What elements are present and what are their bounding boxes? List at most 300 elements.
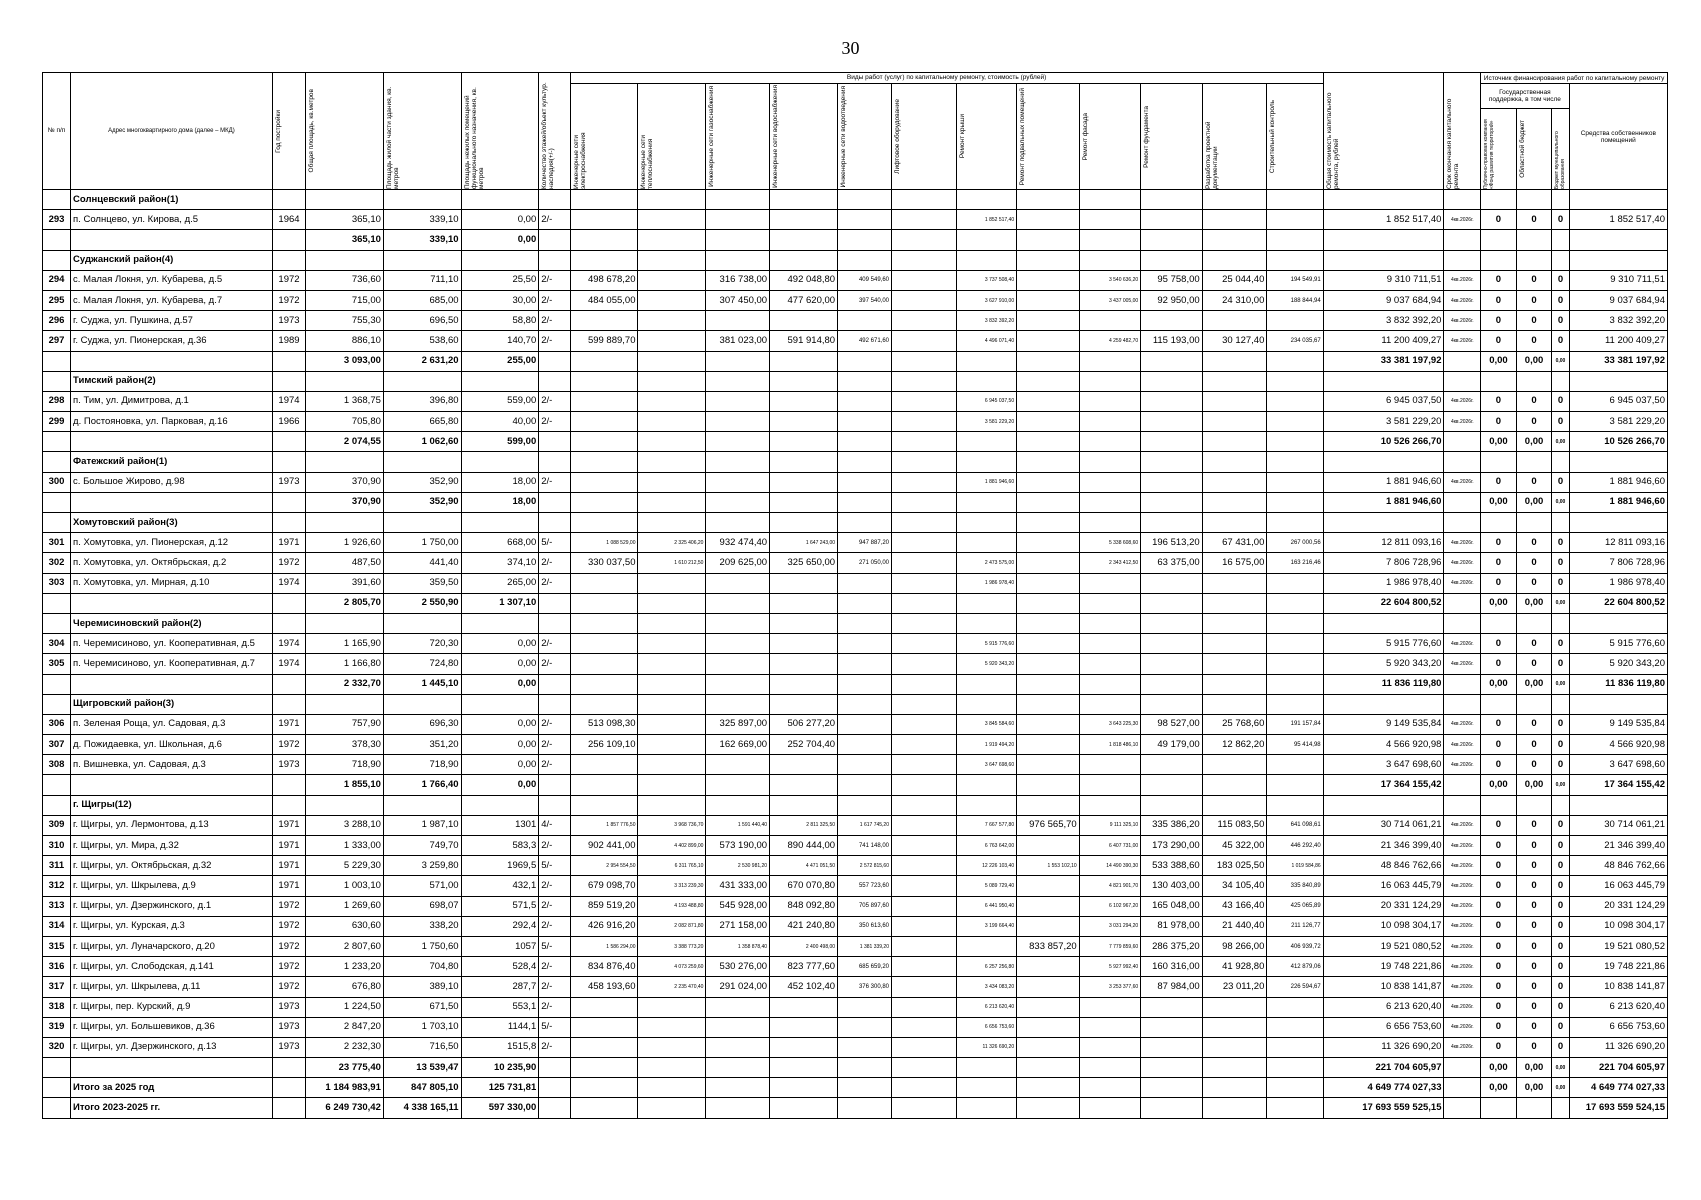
empty-cell xyxy=(1569,694,1667,714)
source-municipal: 0 xyxy=(1552,836,1569,856)
source-municipal: 0,00 xyxy=(1552,674,1569,694)
work-sewer xyxy=(838,735,892,755)
source-fund: 0,00 xyxy=(1481,432,1517,452)
table-row xyxy=(43,714,1668,734)
source-municipal: 0 xyxy=(1552,957,1569,977)
empty-cell xyxy=(1202,513,1267,533)
source-municipal: 0 xyxy=(1552,573,1569,593)
empty-cell xyxy=(306,371,384,391)
floors: 5/- xyxy=(539,936,570,956)
work-electric: 330 037,50 xyxy=(570,553,638,573)
empty-cell xyxy=(838,250,892,270)
deadline: 4кв.2026г. xyxy=(1444,936,1481,956)
work-control: 412 879,06 xyxy=(1267,957,1323,977)
source-owners: 1 881 946,60 xyxy=(1569,492,1667,512)
work-facade xyxy=(1079,391,1140,411)
work-gas xyxy=(706,1098,770,1118)
total-cost: 11 836 119,80 xyxy=(1323,674,1444,694)
empty-cell xyxy=(383,694,461,714)
nonliving-area: 559,00 xyxy=(461,391,539,411)
work-sewer xyxy=(838,492,892,512)
empty-cell xyxy=(1516,250,1552,270)
work-design: 25 044,40 xyxy=(1202,270,1267,290)
empty-cell xyxy=(1141,795,1202,815)
work-foundation xyxy=(1141,210,1202,230)
source-owners: 17 693 559 524,15 xyxy=(1569,1098,1667,1118)
total-area: 676,80 xyxy=(306,977,384,997)
nonliving-area: 10 235,90 xyxy=(461,1058,539,1078)
subtotal-row xyxy=(43,351,1668,371)
total-cost: 17 693 559 525,15 xyxy=(1323,1098,1444,1118)
work-facade xyxy=(1079,230,1140,250)
work-heat xyxy=(638,1017,706,1037)
empty-cell xyxy=(1267,250,1323,270)
total-area: 1 166,80 xyxy=(306,654,384,674)
work-basement xyxy=(1017,714,1080,734)
work-sewer xyxy=(838,432,892,452)
year xyxy=(272,593,305,613)
work-sewer xyxy=(838,1058,892,1078)
empty-cell xyxy=(1017,250,1080,270)
source-regional: 0 xyxy=(1516,391,1552,411)
empty-cell xyxy=(1017,795,1080,815)
work-foundation: 87 984,00 xyxy=(1141,977,1202,997)
work-sewer xyxy=(838,230,892,250)
living-area: 389,10 xyxy=(383,977,461,997)
work-electric xyxy=(570,412,638,432)
work-gas xyxy=(706,1037,770,1057)
work-roof: 6 763 642,00 xyxy=(956,836,1016,856)
work-lift xyxy=(892,573,957,593)
subtotal-row xyxy=(43,775,1668,795)
source-owners: 6 656 753,60 xyxy=(1569,1017,1667,1037)
total-area: 3 093,00 xyxy=(306,351,384,371)
work-roof: 11 326 690,20 xyxy=(956,1037,1016,1057)
work-water xyxy=(770,674,838,694)
empty-cell xyxy=(539,795,570,815)
total-cost: 48 846 762,66 xyxy=(1323,856,1444,876)
address: г. Щигры, ул. Курская, д.3 xyxy=(71,916,273,936)
total-area: 718,90 xyxy=(306,755,384,775)
work-heat xyxy=(638,412,706,432)
work-sewer: 741 148,00 xyxy=(838,836,892,856)
work-roof: 6 441 950,40 xyxy=(956,896,1016,916)
work-design xyxy=(1202,472,1267,492)
work-roof: 5 915 776,60 xyxy=(956,634,1016,654)
row-number xyxy=(43,1058,71,1078)
source-regional: 0 xyxy=(1516,876,1552,896)
source-owners: 1 881 946,60 xyxy=(1569,472,1667,492)
work-basement xyxy=(1017,876,1080,896)
work-water: 477 620,00 xyxy=(770,290,838,310)
empty-cell xyxy=(1079,613,1140,633)
source-owners: 16 063 445,79 xyxy=(1569,876,1667,896)
work-control: 188 844,94 xyxy=(1267,290,1323,310)
work-gas: 431 333,00 xyxy=(706,876,770,896)
work-sewer xyxy=(838,412,892,432)
address: п. Вишневка, ул. Садовая, д.3 xyxy=(71,755,273,775)
nonliving-area: 58,80 xyxy=(461,311,539,331)
address: г. Щигры, ул. Шкрылева, д.11 xyxy=(71,977,273,997)
nonliving-area: 255,00 xyxy=(461,351,539,371)
district-row xyxy=(43,513,1668,533)
deadline xyxy=(1444,492,1481,512)
floors xyxy=(539,775,570,795)
col-no: № п/п xyxy=(43,73,71,190)
source-owners: 20 331 124,29 xyxy=(1569,896,1667,916)
work-foundation: 286 375,20 xyxy=(1141,936,1202,956)
work-electric xyxy=(570,634,638,654)
work-facade: 5 927 992,40 xyxy=(1079,957,1140,977)
total-cost: 10 838 141,87 xyxy=(1323,977,1444,997)
work-lift xyxy=(892,1078,957,1098)
work-facade xyxy=(1079,210,1140,230)
empty-cell xyxy=(1444,613,1481,633)
total-label: Итого 2023-2025 гг. xyxy=(71,1098,273,1118)
work-foundation: 173 290,00 xyxy=(1141,836,1202,856)
work-heat xyxy=(638,391,706,411)
work-design xyxy=(1202,593,1267,613)
address xyxy=(71,1058,273,1078)
work-roof: 5 089 729,40 xyxy=(956,876,1016,896)
total-area: 886,10 xyxy=(306,331,384,351)
floors: 5/- xyxy=(539,856,570,876)
source-owners: 9 037 684,94 xyxy=(1569,290,1667,310)
row-number xyxy=(43,230,71,250)
address: г. Щигры, пер. Курский, д.9 xyxy=(71,997,273,1017)
source-fund: 0 xyxy=(1481,533,1517,553)
work-facade: 6 102 967,20 xyxy=(1079,896,1140,916)
empty-cell xyxy=(1552,250,1569,270)
work-sewer xyxy=(838,311,892,331)
district-name: г. Щигры(12) xyxy=(71,795,273,815)
work-gas xyxy=(706,432,770,452)
nonliving-area: 1144,1 xyxy=(461,1017,539,1037)
work-foundation xyxy=(1141,230,1202,250)
empty-cell xyxy=(272,452,305,472)
work-foundation: 160 316,00 xyxy=(1141,957,1202,977)
total-area: 1 368,75 xyxy=(306,391,384,411)
work-water xyxy=(770,230,838,250)
table-row xyxy=(43,290,1668,310)
year: 1972 xyxy=(272,957,305,977)
work-roof: 3 627 910,00 xyxy=(956,290,1016,310)
empty-cell xyxy=(272,371,305,391)
source-owners: 10 098 304,17 xyxy=(1569,916,1667,936)
district-row xyxy=(43,795,1668,815)
empty-cell xyxy=(461,613,539,633)
work-foundation xyxy=(1141,674,1202,694)
year xyxy=(272,492,305,512)
work-foundation xyxy=(1141,432,1202,452)
work-electric: 256 109,10 xyxy=(570,735,638,755)
empty-cell xyxy=(956,371,1016,391)
floors xyxy=(539,432,570,452)
total-cost: 12 811 093,16 xyxy=(1323,533,1444,553)
nonliving-area: 528,4 xyxy=(461,957,539,977)
work-design xyxy=(1202,573,1267,593)
source-fund: 0 xyxy=(1481,977,1517,997)
work-electric xyxy=(570,1058,638,1078)
work-electric xyxy=(570,472,638,492)
empty-cell xyxy=(1202,371,1267,391)
empty-cell xyxy=(638,190,706,210)
table-row xyxy=(43,957,1668,977)
work-design: 34 105,40 xyxy=(1202,876,1267,896)
col-total-area: Общая площадь, кв.метров xyxy=(306,73,384,190)
source-regional: 0 xyxy=(1516,896,1552,916)
work-basement xyxy=(1017,391,1080,411)
source-regional: 0,00 xyxy=(1516,775,1552,795)
work-roof: 3 737 508,40 xyxy=(956,270,1016,290)
source-owners: 48 846 762,66 xyxy=(1569,856,1667,876)
floors: 2/- xyxy=(539,916,570,936)
col-electric: Инженерные сети электроснабжения xyxy=(570,84,638,190)
floors: 2/- xyxy=(539,290,570,310)
address: г. Суджа, ул. Пионерская, д.36 xyxy=(71,331,273,351)
work-heat xyxy=(638,351,706,371)
empty-cell xyxy=(1267,371,1323,391)
work-foundation: 115 193,00 xyxy=(1141,331,1202,351)
source-fund: 0 xyxy=(1481,836,1517,856)
work-heat: 6 311 765,10 xyxy=(638,856,706,876)
work-facade: 3 643 225,30 xyxy=(1079,714,1140,734)
source-regional: 0 xyxy=(1516,936,1552,956)
empty-cell xyxy=(306,452,384,472)
living-area: 716,50 xyxy=(383,1037,461,1057)
work-water: 1 647 243,00 xyxy=(770,533,838,553)
source-regional: 0 xyxy=(1516,412,1552,432)
deadline: 4кв.2026г. xyxy=(1444,391,1481,411)
floors xyxy=(539,674,570,694)
address: г. Щигры, ул. Мира, д.32 xyxy=(71,836,273,856)
floors: 2/- xyxy=(539,997,570,1017)
empty-cell xyxy=(638,452,706,472)
work-sewer xyxy=(838,997,892,1017)
address: г. Щигры, ул. Лермонтова, д.13 xyxy=(71,815,273,835)
deadline: 4кв.2026г. xyxy=(1444,1017,1481,1037)
work-facade: 3 031 294,20 xyxy=(1079,916,1140,936)
work-foundation xyxy=(1141,412,1202,432)
nonliving-area: 125 731,81 xyxy=(461,1078,539,1098)
col-municipal: Бюджет муниципального образования xyxy=(1552,109,1569,190)
year: 1972 xyxy=(272,977,305,997)
deadline: 4кв.2026г. xyxy=(1444,977,1481,997)
work-sewer: 1 617 745,20 xyxy=(838,815,892,835)
address: п. Хомутовка, ул. Мирная, д.10 xyxy=(71,573,273,593)
total-area: 1 855,10 xyxy=(306,775,384,795)
total-area: 705,80 xyxy=(306,412,384,432)
source-regional: 0,00 xyxy=(1516,1058,1552,1078)
work-foundation xyxy=(1141,634,1202,654)
table-row xyxy=(43,916,1668,936)
empty-cell xyxy=(461,452,539,472)
work-electric xyxy=(570,674,638,694)
source-municipal: 0,00 xyxy=(1552,775,1569,795)
work-facade xyxy=(1079,412,1140,432)
work-gas xyxy=(706,997,770,1017)
work-basement xyxy=(1017,755,1080,775)
district-name: Щигровский район(3) xyxy=(71,694,273,714)
row-number xyxy=(43,432,71,452)
total-area: 1 165,90 xyxy=(306,634,384,654)
row-number-cell xyxy=(43,613,71,633)
total-area: 378,30 xyxy=(306,735,384,755)
work-lift xyxy=(892,290,957,310)
source-fund: 0 xyxy=(1481,876,1517,896)
source-owners: 11 836 119,80 xyxy=(1569,674,1667,694)
source-owners: 3 581 229,20 xyxy=(1569,412,1667,432)
work-water: 670 070,80 xyxy=(770,876,838,896)
work-facade xyxy=(1079,634,1140,654)
source-owners: 10 526 266,70 xyxy=(1569,432,1667,452)
year: 1973 xyxy=(272,311,305,331)
work-foundation xyxy=(1141,755,1202,775)
source-fund: 0 xyxy=(1481,573,1517,593)
work-lift xyxy=(892,775,957,795)
work-sewer xyxy=(838,634,892,654)
empty-cell xyxy=(1569,795,1667,815)
work-facade: 2 343 412,50 xyxy=(1079,553,1140,573)
deadline: 4кв.2026г. xyxy=(1444,472,1481,492)
work-water: 506 277,20 xyxy=(770,714,838,734)
work-design: 23 011,20 xyxy=(1202,977,1267,997)
empty-cell xyxy=(956,513,1016,533)
work-roof: 6 257 256,80 xyxy=(956,957,1016,977)
source-fund: 0 xyxy=(1481,331,1517,351)
work-water: 2 400 498,00 xyxy=(770,936,838,956)
work-lift xyxy=(892,876,957,896)
work-control: 335 840,89 xyxy=(1267,876,1323,896)
work-sewer xyxy=(838,714,892,734)
source-fund: 0 xyxy=(1481,856,1517,876)
empty-cell xyxy=(706,250,770,270)
floors: 2/- xyxy=(539,311,570,331)
living-area: 847 805,10 xyxy=(383,1078,461,1098)
source-regional: 0 xyxy=(1516,472,1552,492)
empty-cell xyxy=(383,250,461,270)
work-electric xyxy=(570,755,638,775)
work-design: 115 083,50 xyxy=(1202,815,1267,835)
empty-cell xyxy=(1569,190,1667,210)
work-electric xyxy=(570,997,638,1017)
work-sewer xyxy=(838,391,892,411)
empty-cell xyxy=(306,694,384,714)
work-control xyxy=(1267,674,1323,694)
total-area: 365,10 xyxy=(306,230,384,250)
source-municipal: 0 xyxy=(1552,977,1569,997)
work-electric xyxy=(570,654,638,674)
source-municipal: 0 xyxy=(1552,331,1569,351)
total-cost: 6 945 037,50 xyxy=(1323,391,1444,411)
work-basement xyxy=(1017,896,1080,916)
source-regional: 0 xyxy=(1516,1017,1552,1037)
address: г. Щигры, ул. Большевиков, д.36 xyxy=(71,1017,273,1037)
work-control: 446 292,40 xyxy=(1267,836,1323,856)
work-water: 452 102,40 xyxy=(770,977,838,997)
row-number: 297 xyxy=(43,331,71,351)
work-lift xyxy=(892,896,957,916)
total-cost xyxy=(1323,230,1444,250)
work-lift xyxy=(892,714,957,734)
work-roof: 1 881 946,60 xyxy=(956,472,1016,492)
total-area: 1 926,60 xyxy=(306,533,384,553)
source-owners: 17 364 155,42 xyxy=(1569,775,1667,795)
work-heat: 3 968 736,70 xyxy=(638,815,706,835)
work-facade xyxy=(1079,1078,1140,1098)
row-number xyxy=(43,351,71,371)
empty-cell xyxy=(306,613,384,633)
total-area: 1 333,00 xyxy=(306,836,384,856)
work-roof: 3 845 584,60 xyxy=(956,714,1016,734)
address: с. Малая Локня, ул. Кубарева, д.5 xyxy=(71,270,273,290)
work-control xyxy=(1267,311,1323,331)
work-lift xyxy=(892,1058,957,1078)
empty-cell xyxy=(956,190,1016,210)
source-fund: 0 xyxy=(1481,391,1517,411)
source-owners xyxy=(1569,230,1667,250)
work-heat xyxy=(638,331,706,351)
work-design xyxy=(1202,1058,1267,1078)
work-control: 1 019 584,86 xyxy=(1267,856,1323,876)
empty-cell xyxy=(1481,613,1517,633)
source-fund: 0,00 xyxy=(1481,1058,1517,1078)
floors: 5/- xyxy=(539,533,570,553)
empty-cell xyxy=(1323,250,1444,270)
floors: 2/- xyxy=(539,1037,570,1057)
empty-cell xyxy=(1516,513,1552,533)
work-sewer xyxy=(838,674,892,694)
work-lift xyxy=(892,331,957,351)
work-facade: 6 407 731,00 xyxy=(1079,836,1140,856)
work-lift xyxy=(892,957,957,977)
empty-cell xyxy=(770,513,838,533)
empty-cell xyxy=(1569,371,1667,391)
work-gas xyxy=(706,1017,770,1037)
work-water xyxy=(770,432,838,452)
table-row xyxy=(43,553,1668,573)
work-design: 98 266,00 xyxy=(1202,936,1267,956)
year: 1971 xyxy=(272,876,305,896)
nonliving-area: 599,00 xyxy=(461,432,539,452)
work-foundation xyxy=(1141,1017,1202,1037)
nonliving-area: 1301 xyxy=(461,815,539,835)
work-control xyxy=(1267,210,1323,230)
total-cost: 1 881 946,60 xyxy=(1323,472,1444,492)
year: 1971 xyxy=(272,856,305,876)
work-foundation: 49 179,00 xyxy=(1141,735,1202,755)
year: 1972 xyxy=(272,916,305,936)
row-number: 307 xyxy=(43,735,71,755)
source-owners: 11 200 409,27 xyxy=(1569,331,1667,351)
work-control xyxy=(1267,634,1323,654)
source-fund: 0 xyxy=(1481,957,1517,977)
state-support-header: Государственная поддержка, в том числе xyxy=(1481,84,1569,109)
work-water: 848 092,80 xyxy=(770,896,838,916)
empty-cell xyxy=(1323,795,1444,815)
source-regional: 0 xyxy=(1516,735,1552,755)
work-basement xyxy=(1017,533,1080,553)
row-number: 302 xyxy=(43,553,71,573)
source-regional: 0 xyxy=(1516,1037,1552,1057)
total-area: 370,90 xyxy=(306,472,384,492)
work-heat xyxy=(638,270,706,290)
work-gas: 209 625,00 xyxy=(706,553,770,573)
floors xyxy=(539,492,570,512)
total-row xyxy=(43,1098,1668,1118)
source-regional: 0 xyxy=(1516,270,1552,290)
work-sewer xyxy=(838,654,892,674)
